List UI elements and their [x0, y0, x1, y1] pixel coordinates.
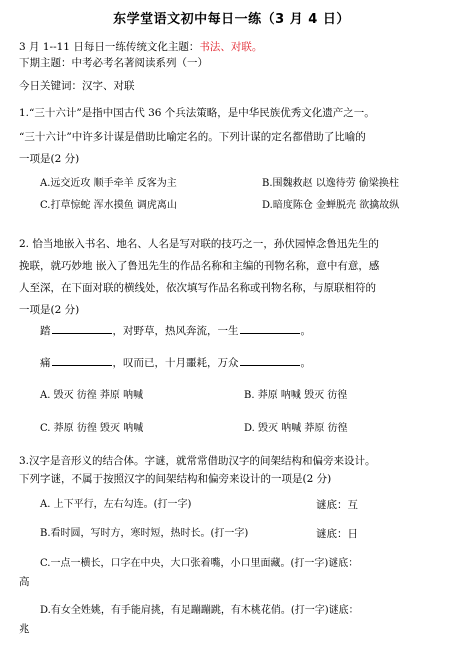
q2-stem-line-2: 挽联，就巧妙地 嵌入了鲁迅先生的作品名称和主编的刊物名称，意中有意，感 — [19, 260, 380, 272]
q2-option-b: B. 莽原 呐喊 毁灭 彷徨 — [244, 390, 348, 401]
q1-option-c: C.打草惊蛇 浑水摸鱼 调虎离山 — [40, 200, 177, 211]
q2-couplet-line-2: 痛 ，叹而已，十月噩耗，万众 。 — [40, 357, 311, 369]
q1-stem-line-3: 一项是(2 分) — [19, 153, 80, 165]
couplet-blank — [52, 323, 112, 334]
q2-stem-line-4: 一项是(2 分) — [19, 304, 80, 316]
q3-option-d: D.有女全姓姚，有手能肩挑，有足蹦蹦跳，有木桃花俏。(打一字)谜底： — [40, 605, 359, 616]
q3-option-c: C.一点一横长，口字在中央，大口张着嘴，小口里面藏。(打一字)谜底： — [40, 558, 359, 569]
q2-stem-line-3: 人至深，在下面对联的横线处，依次填写作品名称或刊物名称，与原联相符的 — [19, 282, 376, 294]
q1-option-d: D.暗度陈仓 金蝉脱壳 欲擒故纵 — [262, 200, 400, 211]
q3-stem-line-2: 下列字谜，不属于按照汉字的间架结构和偏旁来设计的一项是(2 分) — [19, 473, 332, 485]
couplet-blank — [52, 355, 112, 366]
q1-stem-line-1: 1.“三十六计”是指中国古代 36 个兵法策略，是中华民族优秀文化遗产之一。 — [19, 107, 375, 119]
next-series-line: 下期主题：中考必考名著阅读系列（一） — [19, 57, 208, 69]
q3-option-a-answer: 谜底：互 — [316, 499, 358, 511]
q3-option-b-answer: 谜底：日 — [316, 528, 358, 540]
theme-value: 书法、对联。 — [199, 41, 263, 53]
q2-stem-line-1: 2. 恰当地嵌入书名、地名、人名是写对联的技巧之一，孙伏园悼念鲁迅先生的 — [19, 238, 379, 250]
q3-option-d-answer: 兆 — [19, 623, 30, 635]
keywords-line: 今日关键词：汉字、对联 — [19, 80, 135, 92]
q2-option-d: D. 毁灭 呐喊 莽原 彷徨 — [244, 423, 348, 434]
page-title: 东学堂语文初中每日一练（3 月 4 日） — [113, 12, 350, 27]
couplet-blank — [240, 355, 300, 366]
theme-prefix: 3 月 1--11 日每日一练传统文化主题： — [19, 41, 200, 53]
q2-option-a: A. 毁灭 彷徨 莽原 呐喊 — [40, 390, 144, 401]
q3-option-a: A. 上下平行，左右勾连。(打一字) — [40, 499, 192, 510]
q3-stem-line-1: 3.汉字是音形义的结合体。字谜，就常常借助汉字的间架结构和偏旁来设计。 — [19, 455, 376, 467]
couplet-blank — [240, 323, 300, 334]
q2-couplet-line-1: 踏 ，对野草，热风奔流，一生 。 — [40, 325, 311, 337]
q3-option-c-answer: 高 — [19, 576, 30, 588]
theme-line — [19, 40, 262, 54]
q1-stem-line-2: “三十六计”中许多计谋是借助比喻定名的。下列计谋的定名都借助了比喻的 — [19, 131, 366, 143]
q2-option-c: C. 莽原 彷徨 毁灭 呐喊 — [40, 423, 144, 434]
q3-option-b: B.看时圆，写时方，寒时短，热时长。(打一字) — [40, 528, 249, 539]
q1-option-b: B.围魏救赵 以逸待劳 偷梁换柱 — [262, 178, 399, 189]
q1-option-a: A.远交近攻 顺手牵羊 反客为主 — [40, 178, 177, 189]
